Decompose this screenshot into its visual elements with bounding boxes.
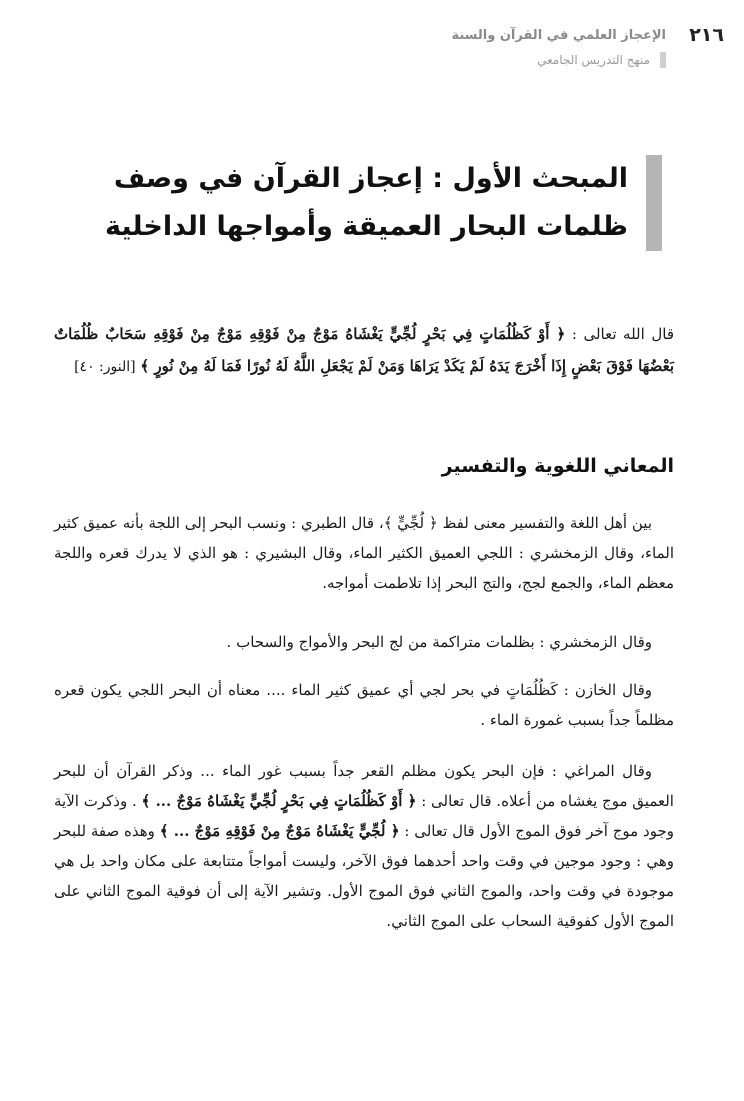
paragraph-4-quote-1: ﴿ أَوْ كَظُلُمَاتٍ فِي بَحْرٍ لُجِّيٍّ يَغْشَاهُ مَوْجٌ ... ﴾ bbox=[141, 792, 417, 810]
paragraph-4-part-b: . وذكرت الآية وجود موج آخر فوق الموج الأول قال تعالى : bbox=[54, 792, 674, 840]
paragraph-4-quote-2: ﴿ لُجِّيٍّ يَغْشَاهُ مَوْجٌ مِنْ فَوْقِهِ مَوْجٌ ... ﴾ bbox=[159, 822, 400, 840]
section-heading bbox=[28, 155, 662, 251]
book-subtitle: منهج التدريس الجامعي bbox=[451, 52, 666, 68]
verse-reference: [النور: ٤٠] bbox=[74, 359, 136, 375]
verse-text: ﴿ أَوْ كَظُلُمَاتٍ فِي بَحْرٍ لُجِّيٍّ يَغْشَاهُ مَوْجٌ مِنْ فَوْقِهِ مَوْجٌ مِنْ فَوْقِهِ سَحَابٌ ظُلُمَاتٌ بَعْضُهَا فَوْقَ بَعْضٍ إِذَا أَخْرَجَ يَدَهُ لَمْ يَكَدْ يَرَاهَا وَمَنْ لَمْ يَجْعَلِ اللَّهُ لَهُ نُورًا فَمَا لَهُ مِنْ نُورٍ ﴾ bbox=[54, 325, 674, 375]
paragraph-1: بين أهل اللغة والتفسير معنى لفظ ﴿ لُجِّيٍّ ﴾، قال الطبري : ونسب البحر إلى اللجة بأنه عميق كثير الماء، وقال الزمخشري : اللجي العميق الكثير الماء، وقال البشيري : هو الذي لا يدرك قعره واللجة معظم الماء، والجمع لجج، والتج البحر إذا تلاطمت أمواجه. bbox=[54, 514, 674, 592]
paragraph-2: وقال الزمخشري : بظلمات متراكمة من لج البحر والأمواج والسحاب . bbox=[226, 633, 652, 651]
paragraph-4-part-c: وهذه صفة للبحر وهي : وجود موجين في وقت واحد أحدهما فوق الآخر، وليست أمواجاً متتابعة على مكان واحد بل هي موجودة في وقت واحد، والموج الثاني فوق الموج الأول. وتشير الآية إلى أن فوقية الموج الثاني على الموج الأول كفوقية السحاب على الموج الثاني. bbox=[54, 822, 674, 930]
section-title-line-2: ظلمات البحار العميقة وأمواجها الداخلية bbox=[104, 211, 628, 242]
paragraph-4 bbox=[54, 756, 674, 936]
section-title-line-1: المبحث الأول : إعجاز القرآن في وصف bbox=[113, 163, 628, 194]
running-header bbox=[451, 26, 666, 68]
paragraph-3: وقال الخازن : كَظُلُمَاتٍ في بحر لجي أي عميق كثير الماء .... معناه أن البحر اللجي يكون قعره مظلماً جداً بسبب غمورة الماء . bbox=[54, 681, 674, 729]
paragraph-4-part-a: وقال المراغي : فإن البحر يكون مظلم القعر جداً بسبب غور الماء ... وذكر القرآن أن للبحر العميق موج يغشاه من أعلاه. قال تعالى : bbox=[54, 762, 674, 810]
book-title: الإعجاز العلمي في القرآن والسنة bbox=[451, 28, 666, 43]
quran-verse-block bbox=[54, 318, 674, 383]
page-number: ٢١٦ bbox=[689, 24, 724, 46]
sub-heading: المعاني اللغوية والتفسير bbox=[441, 455, 674, 477]
verse-intro: قال الله تعالى : bbox=[571, 325, 674, 343]
